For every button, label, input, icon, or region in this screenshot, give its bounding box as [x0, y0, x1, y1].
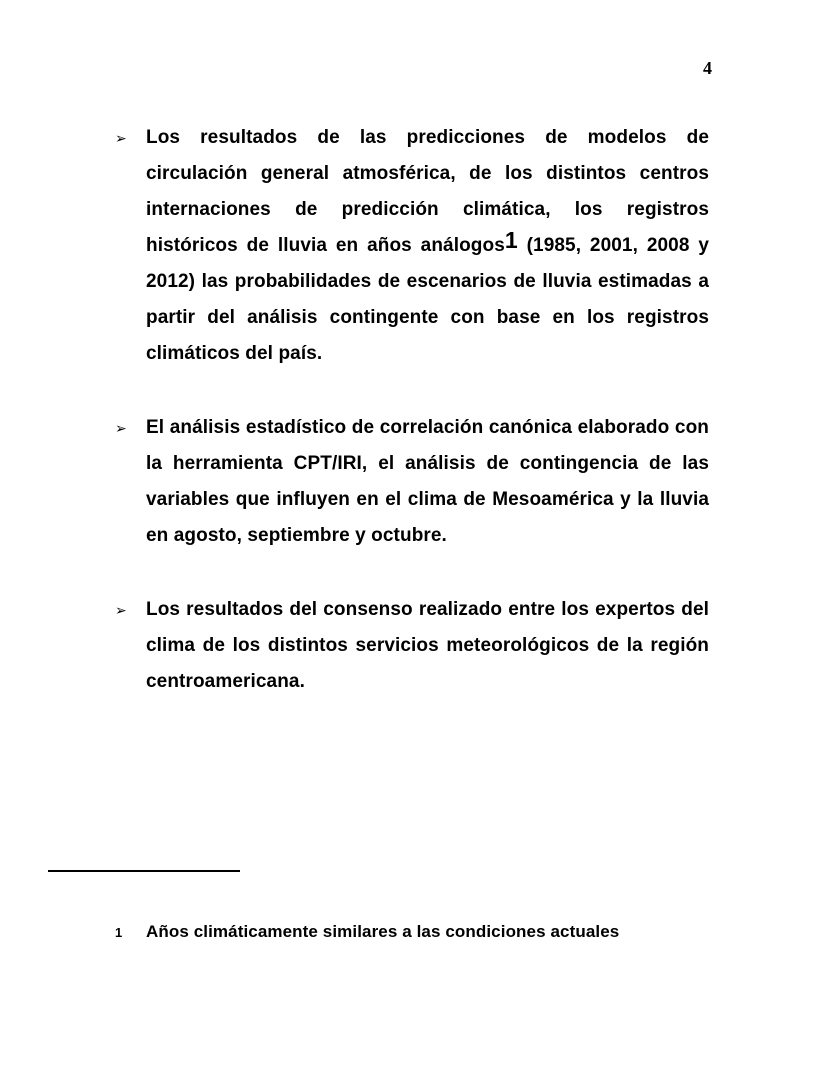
- bullet-item-3: [115, 592, 709, 700]
- page-number: 4: [703, 58, 712, 78]
- document-body: [115, 120, 709, 738]
- footnote-text: Años climáticamente similares a las condiciones actuales: [146, 922, 620, 941]
- bullet-arrow-icon: ➢: [115, 130, 127, 146]
- bullet-1-text-before-ref: Los resultados de las predicciones de modelos de circulación general atmosférica, de los distintos centros internaciones de predicción climática, los registros históricos de lluvia en años análogos: [146, 127, 709, 256]
- bullet-item-2: [115, 410, 709, 554]
- footnote-number: 1: [115, 925, 123, 940]
- footnote-separator-line: [48, 870, 240, 872]
- footnote-reference-marker: 1: [504, 227, 518, 253]
- bullet-text-2: El análisis estadístico de correlación canónica elaborado con la herramienta CPT/IRI, el análisis de contingencia de las variables que influyen en el clima de Mesoamérica y la lluvia en agosto, septiembre y octubre.: [146, 417, 709, 546]
- bullet-1-text-after-ref: (1985, 2001, 2008 y 2012) las probabilidades de escenarios de lluvia estimadas a partir del análisis contingente con base en los registros climáticos del país.: [146, 235, 709, 364]
- bullet-arrow-icon: ➢: [115, 602, 127, 618]
- footnote: [115, 921, 709, 943]
- bullet-text-1: [146, 120, 709, 372]
- bullet-item-1: [115, 120, 709, 372]
- bullet-text-3: Los resultados del consenso realizado entre los expertos del clima de los distintos servicios meteorológicos de la región centroamericana.: [146, 599, 709, 692]
- bullet-arrow-icon: ➢: [115, 420, 127, 436]
